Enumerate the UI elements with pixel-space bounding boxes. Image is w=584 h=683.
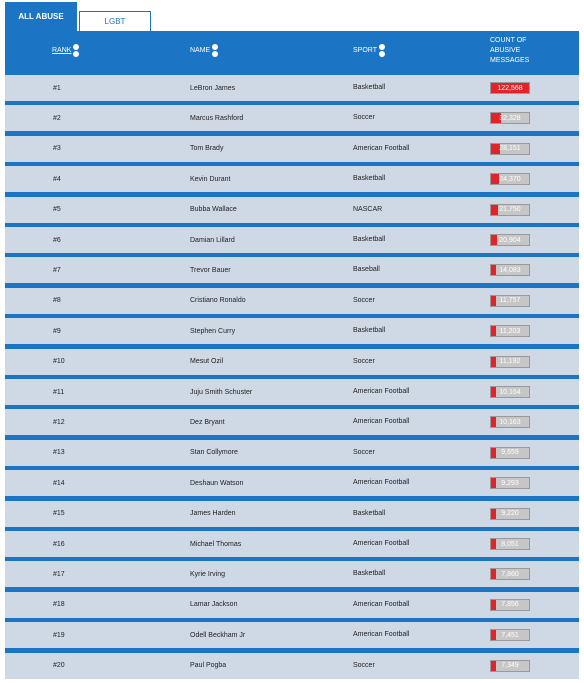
count-value: 10,164 [499,388,521,396]
sport-cell: Basketball [353,175,386,183]
tab-lgbt[interactable]: LGBT [79,11,151,31]
sport-cell: Soccer [353,357,375,365]
count-cell [490,501,530,527]
table-row [5,470,579,496]
count-cell [490,75,530,101]
count-header-line: ABUSIVE [490,46,521,54]
rank-cell: #17 [53,570,65,578]
name-cell: Mesut Ozil [190,358,224,366]
table-header [5,31,579,70]
count-value: 11,757 [499,297,521,305]
table-row [5,318,579,344]
count-cell [490,470,530,496]
count-cell [490,105,530,131]
count-cell [490,440,530,466]
table-row [5,409,579,435]
rank-cell: #5 [53,206,61,214]
name-cell: Kyrie Irving [190,570,226,578]
rank-cell: #16 [53,540,65,548]
count-cell [490,227,530,253]
rank-cell: #15 [53,510,65,518]
name-cell: Cristiano Ronaldo [190,297,246,305]
count-cell [490,257,530,283]
name-cell: Deshaun Watson [190,479,244,487]
table-row [5,592,579,618]
count-bar [490,264,530,276]
count-value: 10,163 [499,418,521,426]
sport-cell: American Football [353,388,410,395]
count-bar [490,173,530,185]
name-cell: Juju Smith Schuster [190,388,253,396]
name-column-header[interactable] [190,31,218,70]
count-cell [490,166,530,192]
table-row [5,257,579,283]
table-row [5,561,579,587]
count-bar [490,477,530,489]
sport-cell: Soccer [353,448,375,456]
count-value: 7,860 [501,570,519,578]
sport-cell: American Football [353,479,410,487]
rank-cell: #1 [53,84,61,92]
table-row [5,105,579,131]
count-value: 7,451 [501,631,519,639]
name-cell: Marcus Rashford [190,114,244,122]
count-bar [490,568,530,580]
count-bar [490,660,530,672]
rank-cell: #20 [53,662,65,670]
name-cell: Dez Bryant [190,418,225,426]
count-value: 7,349 [501,662,519,670]
name-cell: Kevin Durant [190,175,231,183]
name-cell: Tom Brady [190,145,224,153]
sport-cell: American Football [353,631,410,639]
table-row [5,136,579,162]
tab-all-abuse[interactable]: ALL ABUSE [5,2,77,31]
name-cell: Bubba Wallace [190,206,237,214]
rank-cell: #13 [53,449,65,457]
rank-cell: #14 [53,479,65,487]
count-value: 11,192 [499,358,521,366]
count-value: 9,293 [501,479,519,487]
count-value: 28,151 [499,145,521,153]
count-cell [490,349,530,375]
name-cell: Paul Pogba [190,662,227,670]
name-cell: Lamar Jackson [190,601,238,609]
count-bar [490,356,530,368]
count-cell [490,561,530,587]
count-bar [490,508,530,520]
sport-cell: American Football [353,540,410,547]
rank-cell: #18 [53,601,65,609]
ranking-table [5,31,579,679]
table-row [5,197,579,223]
rank-cell: #11 [53,388,65,396]
count-cell [490,409,530,435]
sport-cell: Soccer [353,296,375,304]
count-value: 9,220 [501,510,519,518]
sport-column-header[interactable] [353,31,385,70]
count-bar [490,82,530,94]
tab-bar [0,0,584,31]
rank-cell: #12 [53,418,65,426]
count-header-line: COUNT OF [490,36,527,44]
sport-cell: Basketball [353,236,386,243]
rank-cell: #9 [53,327,61,335]
count-cell [490,653,530,679]
count-value: 9,659 [501,449,519,457]
sport-cell: American Football [353,600,410,608]
count-bar [490,599,530,611]
count-header-line: MESSAGES [490,56,530,64]
count-bar [490,204,530,216]
count-cell [490,318,530,344]
count-column-header[interactable] [490,31,529,70]
name-cell: Michael Thomas [190,540,242,548]
name-cell: Trevor Bauer [190,266,231,274]
table-row [5,531,579,557]
count-bar [490,538,530,550]
count-bar [490,112,530,124]
rank-cell: #4 [53,175,61,183]
sport-cell: Basketball [353,84,386,91]
rank-cell: #7 [53,266,61,274]
count-bar [490,295,530,307]
sort-icon[interactable] [73,44,79,57]
count-cell [490,136,530,162]
table-row [5,379,579,405]
count-cell [490,531,530,557]
table-row [5,501,579,527]
count-cell [490,288,530,314]
sport-cell: American Football [353,418,410,426]
count-value: 122,568 [497,84,523,92]
rank-cell: #2 [53,114,61,122]
sport-cell: Basketball [353,570,386,578]
rank-cell: #19 [53,631,65,639]
name-cell: Odell Beckham Jr [190,631,246,639]
count-value: 21,750 [499,206,521,214]
count-bar [490,386,530,398]
count-bar [490,325,530,337]
table-row [5,227,579,253]
table-row [5,440,579,466]
name-cell: LeBron James [190,84,236,92]
sport-cell: Soccer [353,114,375,122]
table-row [5,75,579,101]
rank-cell: #8 [53,297,61,305]
count-bar [490,629,530,641]
rank-cell: #3 [53,145,61,153]
count-cell [490,622,530,648]
sport-cell: American Football [353,144,410,152]
count-bar [490,234,530,246]
count-value: 24,370 [499,175,521,183]
count-value: 8,051 [501,540,519,548]
table-row [5,622,579,648]
rank-header-label: RANK [52,47,72,54]
count-value: 20,904 [499,236,521,244]
count-bar [490,143,530,155]
count-header-label [490,36,529,66]
count-value: 14,083 [499,266,521,274]
table-row [5,288,579,314]
count-cell [490,197,530,223]
table-row [5,166,579,192]
count-cell [490,592,530,618]
count-value: 7,856 [501,601,519,609]
count-value: 32,328 [499,114,521,122]
sport-cell: NASCAR [353,205,383,213]
count-bar [490,416,530,428]
count-cell [490,379,530,405]
table-row [5,653,579,679]
sport-cell: Soccer [353,661,375,669]
rank-cell: #10 [53,358,65,366]
sport-cell: Baseball [353,266,380,274]
name-cell: Stan Collymore [190,449,238,457]
name-cell: Stephen Curry [190,327,236,335]
name-cell: James Harden [190,510,236,518]
sport-header-label: SPORT [353,47,377,54]
table-row [5,349,579,375]
rank-column-header[interactable] [52,31,79,70]
sort-icon[interactable] [212,44,218,57]
name-header-label: NAME [190,47,211,54]
sort-icon[interactable] [379,44,385,57]
rank-cell: #6 [53,236,61,244]
count-value: 11,203 [499,327,521,335]
name-cell: Damian Lillard [190,236,235,244]
sport-cell: Basketball [353,327,386,335]
sport-cell: Basketball [353,509,386,517]
count-bar [490,447,530,459]
